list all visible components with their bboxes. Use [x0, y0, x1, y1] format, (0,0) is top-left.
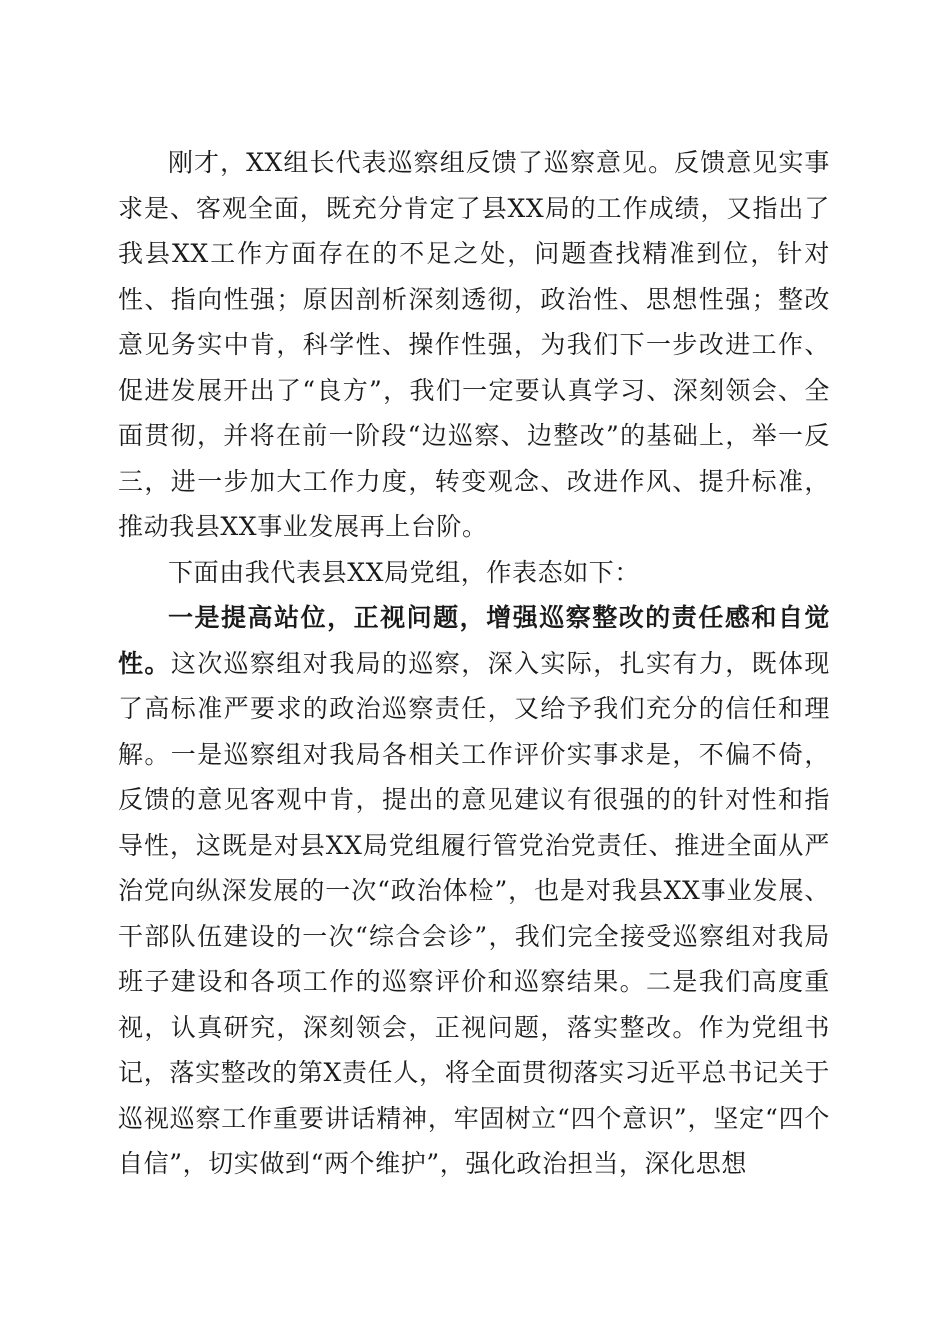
paragraph-statement-intro — [118, 550, 830, 596]
point-one-heading: 一是提高站位，正视问题，增强巡察整改的责任感和自觉性。 — [118, 603, 830, 678]
paragraph-statement-intro-text: 下面由我代表县XX局党组，作表态如下： — [168, 557, 640, 587]
document-body — [118, 140, 830, 1187]
paragraph-intro-text: 刚才，XX组长代表巡察组反馈了巡察意见。反馈意见实事求是、客观全面，既充分肯定了县XX局的工作成绩，又指出了我县XX工作方面存在的不足之处，问题查找精准到位，针对性、指向性强；原因剖析深刻透彻，政治性、思想性强；整改意见务实中肯，科学性、操作性强，为我们下一步改进工作、促进发展开出了“良方”，我们一定要认真学习、深刻领会、全面贯彻，并将在前一阶段“边巡察、边整改”的基础上，举一反三，进一步加大工作力度，转变观念、改进作风、提升标准，推动我县XX事业发展再上台阶。 — [118, 148, 830, 541]
point-one-text: 这次巡察组对我局的巡察，深入实际，扎实有力，既体现了高标准严要求的政治巡察责任，又给予我们充分的信任和理解。一是巡察组对我局各相关工作评价实事求是，不偏不倚，反馈的意见客观中肯，提出的意见建议有很强的的针对性和指导性，这既是对县XX局党组履行管党治党责任、推进全面从严治党向纵深发展的一次“政治体检”，也是对我县XX事业发展、干部队伍建设的一次“综合会诊”，我们完全接受巡察组对我局班子建设和各项工作的巡察评价和巡察结果。二是我们高度重视，认真研究，深刻领会，正视问题，落实整改。作为党组书记，落实整改的第X责任人，将全面贯彻落实习近平总书记关于巡视巡察工作重要讲话精神，牢固树立“四个意识”，坚定“四个自信”，切实做到“两个维护”，强化政治担当，深化思想 — [118, 648, 830, 1178]
paragraph-point-one — [118, 595, 830, 1187]
paragraph-intro — [118, 140, 830, 550]
